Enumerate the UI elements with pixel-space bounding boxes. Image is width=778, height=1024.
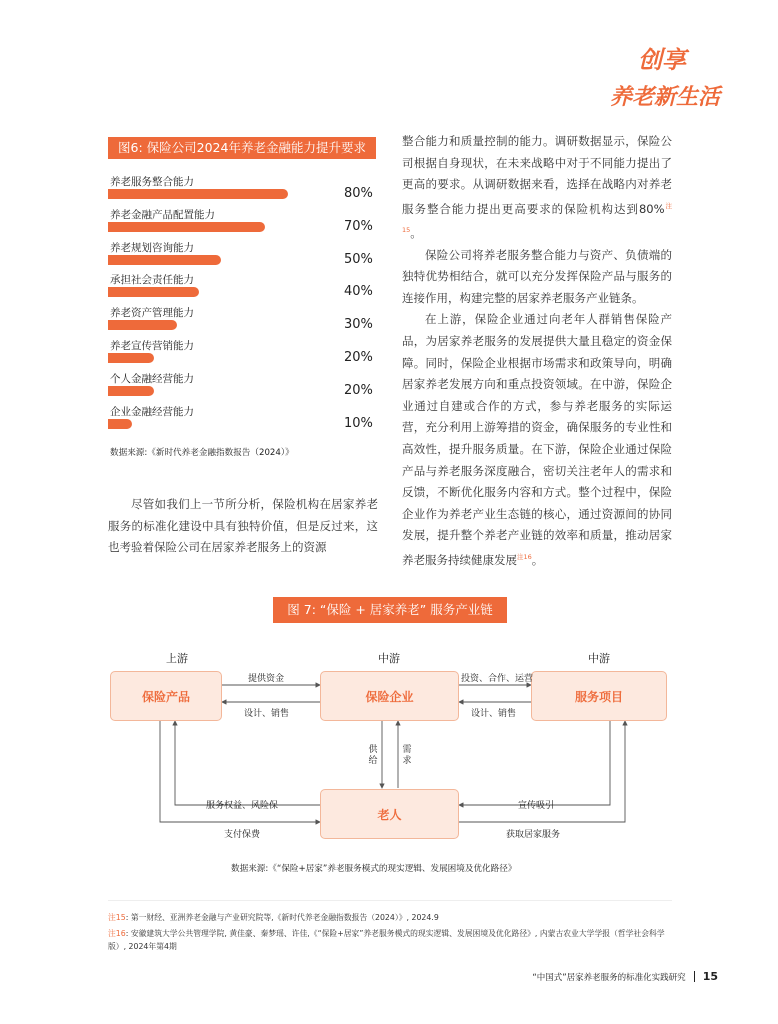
bar-row [108,371,378,401]
brand-line2: 养老新生活 [610,84,721,110]
footnote-divider [108,900,672,901]
bar-value-label: 10% [344,415,373,431]
bar-row [108,272,378,302]
bar-row [108,174,378,204]
paragraph: 在上游，保险企业通过向老年人群销售保险产品，为居家养老服务的发展提供大量且稳定的资金保障。同时，保险企业根据市场需求和政策导向，明确居家养老发展方向和重点投资领域。在中游，保险企业通过自建或合作的方式，参与养老服务的实际运营，充分利用上游筹措的资金，确保服务的专业性和高效性，提升服务质量。在下游，保险企业通过保险产品与养老服务深度融合，密切关注老年人的需求和反馈，不断优化服务内容和方式。整个过程中，保险企业作为养老产业生态链的核心，通过资源间的协同发展，提升整个养老产业链的效率和质量，推动居家养老服务持续健康发展$^{注16}$。 [402,312,672,567]
bar-label: 企业金融经营能力 [110,405,194,418]
service-chain-diagram [100,640,680,860]
bar-value-label: 20% [344,382,373,398]
bar [108,189,288,199]
bar [108,222,265,232]
label-demand: 需求 [402,745,412,766]
label-provide-funds: 提供资金 [248,674,285,684]
footnote-ref[interactable]: 注15 [402,201,673,235]
bar-value-label: 80% [344,186,373,201]
paragraph: 整合能力和质量控制的能力。调研数据显示，保险公司根据自身现状，在未来战略中对于不同能力提出了更高的要求。从调研数据来看，选择在战略内对养老服务整合能力提出更高要求的保险机构达到80%$^{注15}$。 [402,134,673,241]
brand-line1: 创享 [638,45,686,74]
bar-value-label: 30% [344,317,373,333]
label-design-sales-2: 设计、销售 [471,709,517,719]
label-pay-premium: 支付保费 [224,830,261,840]
footer-separator [694,971,695,982]
bar-label: 养老宣传营销能力 [110,340,194,352]
bar-row [108,207,378,237]
bar-label: 养老服务整合能力 [110,176,194,188]
box-service-items: 服务项目 [531,671,667,721]
bar-label: 养老金融产品配置能力 [110,208,215,221]
figure6-title: 图6: 保险公司2024年养老金融能力提升要求 [108,137,376,159]
bar-value-label: 20% [344,350,373,365]
page-number: 15 [702,970,718,983]
bar-row [108,404,378,434]
bar-label: 养老资产管理能力 [110,307,194,320]
footnote-15: 注15: 第一财经、亚洲养老金融与产业研究院等,《新时代养老金融指数报告（2024）》, 2024.9 [108,913,439,922]
bar-row [108,240,378,270]
label-design-sales: 设计、销售 [244,709,290,719]
bar [108,255,221,265]
page-footer [532,970,718,983]
bar-row [108,305,378,335]
bar [108,419,132,429]
bar-label: 养老规划咨询能力 [110,241,194,254]
figure7-title: 图 7: “保险 + 居家养老” 服务产业链 [273,597,507,623]
left-text-column [108,494,378,559]
label-invest-operate: 投资、合作、运营 [461,674,534,684]
bar-value-label: 40% [344,284,373,300]
bar-value-label: 70% [344,218,373,234]
bar-row [108,338,378,368]
box-elderly: 老人 [320,789,459,839]
box-insurance-product: 保险产品 [110,671,222,721]
label-supply: 供给 [368,745,378,766]
bar-value-label: 50% [344,251,373,267]
footnote-16: 注16: 安徽建筑大学公共管理学院, 黄佳豪、秦梦瑶、许佳,《“保险+居家”养老服务模式的现实逻辑、发展困境及优化路径》, 内蒙古农业大学学报（哲学社会科学版）, 2024年第4期 [108,929,665,951]
header-midstream: 中游 [378,652,400,665]
label-service-rights: 服务权益、风险保 [206,801,279,811]
bar [108,320,177,330]
footer-title: “中国式”居家养老服务的标准化实践研究 [532,973,686,983]
bar [108,287,199,297]
header-midstream-right: 中游 [588,652,610,665]
brand-logo [610,44,730,116]
header-upstream: 上游 [166,652,188,665]
paragraph: 保险公司将养老服务整合能力与资产、负债端的独特优势相结合，就可以充分发挥保险产品与服务的连接作用，构建完整的居家养老服务产业链条。 [402,247,672,305]
right-text-column [402,131,672,571]
paragraph: 尽管如我们上一节所分析，保险机构在居家养老服务的标准化建设中具有独特价值，但是反过来，这也考验着保险公司在居家养老服务上的资源 [108,497,378,555]
bar-label: 个人金融经营能力 [110,372,194,385]
bar-label: 承担社会责任能力 [110,274,194,287]
label-publicity: 宣传吸引 [518,801,555,811]
box-insurance-company: 保险企业 [320,671,459,721]
bar [108,353,154,363]
label-get-service: 获取居家服务 [506,830,561,840]
figure7-source: 数据来源:《“保险+居家”养老服务模式的现实逻辑、发展困境及优化路径》 [231,864,517,874]
bar [108,386,154,396]
figure6-source: 数据来源:《新时代养老金融指数报告（2024）》 [110,448,294,458]
footnote-ref[interactable]: 注16 [517,552,532,561]
